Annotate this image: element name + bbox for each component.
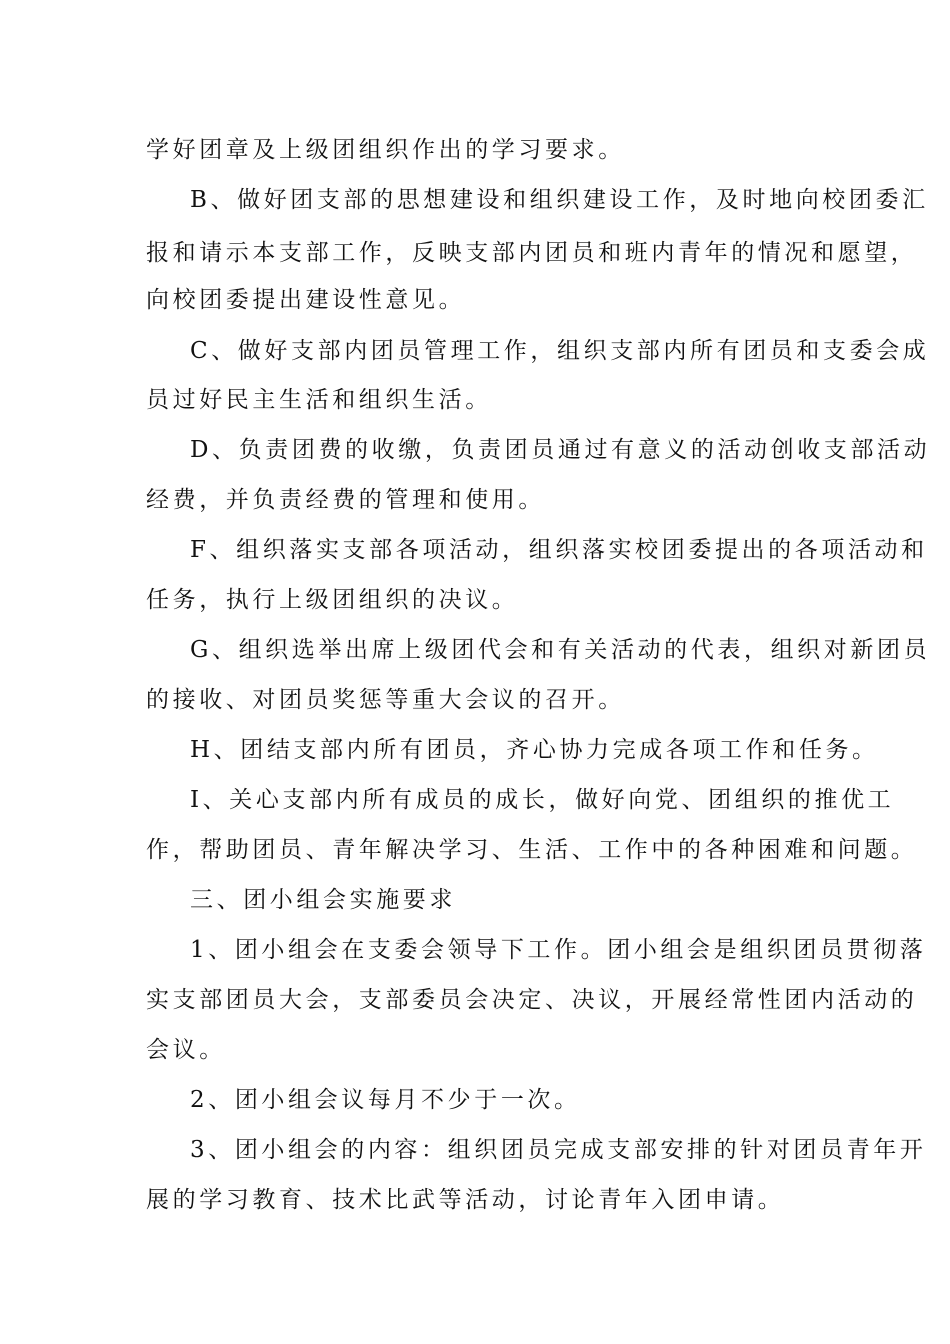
item-1-line-3: 会议。	[146, 1037, 226, 1063]
paragraph-h-line-1: H、团结支部内所有团员，齐心协力完成各项工作和任务。	[190, 737, 879, 763]
paragraph-f-line-2: 任务，执行上级团组织的决议。	[146, 587, 519, 613]
item-3-line-1: 3、团小组会的内容：组织团员完成支部安排的针对团员青年开	[190, 1137, 927, 1163]
item-1-line-1: 1、团小组会在支委会领导下工作。团小组会是组织团员贯彻落	[190, 937, 927, 963]
paragraph-c-line-1: C、做好支部内团员管理工作，组织支部内所有团员和支委会成	[190, 338, 930, 364]
item-1-line-2: 实支部团员大会，支部委员会决定、决议，开展经常性团内活动的	[146, 987, 918, 1013]
paragraph-i-line-1: I、关心支部内所有成员的成长，做好向党、团组织的推优工	[190, 787, 895, 813]
item-2-line-1: 2、团小组会议每月不少于一次。	[190, 1087, 581, 1113]
paragraph-d-line-2: 经费，并负责经费的管理和使用。	[146, 487, 545, 513]
paragraph-g-line-2: 的接收、对团员奖惩等重大会议的召开。	[146, 687, 625, 713]
paragraph-g-line-1: G、组织选举出席上级团代会和有关活动的代表，组织对新团员	[190, 637, 931, 663]
paragraph-d-line-1: D、负责团费的收缴，负责团员通过有意义的活动创收支部活动	[190, 437, 931, 463]
section-heading: 三、团小组会实施要求	[190, 887, 456, 913]
paragraph-f-line-1: F、组织落实支部各项活动，组织落实校团委提出的各项活动和	[190, 537, 928, 563]
item-3-line-2: 展的学习教育、技术比武等活动，讨论青年入团申请。	[146, 1187, 785, 1213]
paragraph-b-line-1: B、做好团支部的思想建设和组织建设工作，及时地向校团委汇	[190, 187, 929, 213]
paragraph-b-line-2: 报和请示本支部工作，反映支部内团员和班内青年的情况和愿望，	[146, 240, 918, 266]
paragraph-i-line-2: 作，帮助团员、青年解决学习、生活、工作中的各种困难和问题。	[146, 837, 918, 863]
text-line: 学好团章及上级团组织作出的学习要求。	[146, 137, 625, 163]
paragraph-b-line-3: 向校团委提出建设性意见。	[146, 287, 466, 313]
paragraph-c-line-2: 员过好民主生活和组织生活。	[146, 387, 492, 413]
